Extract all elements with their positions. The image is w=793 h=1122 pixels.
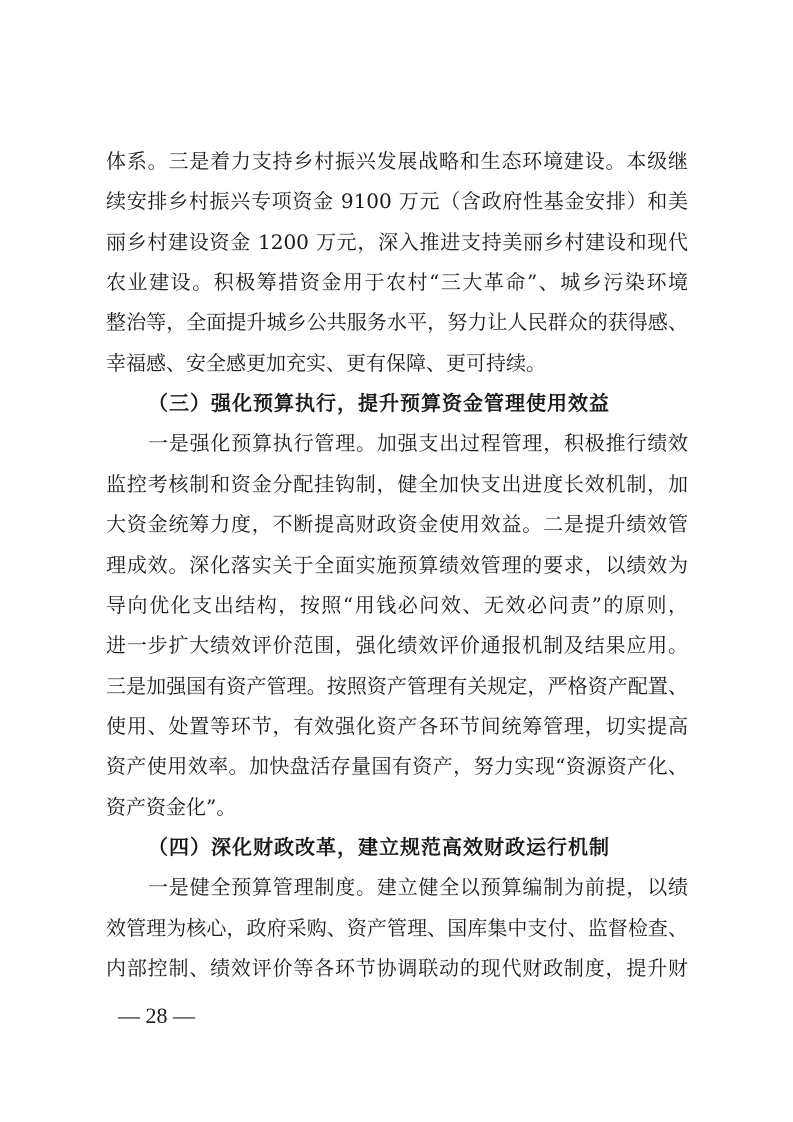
body-text-line: 理成效。深化落实关于全面实施预算绩效管理的要求，以绩效为	[106, 553, 688, 577]
body-text-line: 进一步扩大绩效评价范围，强化绩效评价通报机制及结果应用。	[106, 633, 688, 657]
body-text-line: 农业建设。积极筹措资金用于农村“三大革命”、城乡污染环境	[106, 270, 688, 294]
body-text-line: 监控考核制和资金分配挂钩制，健全加快支出进度长效机制，加	[106, 472, 688, 496]
body-text-line: 三是加强国有资产管理。按照资产管理有关规定，严格资产配置、	[106, 674, 688, 698]
body-text-line: 资产使用效率。加快盘活存量国有资产，努力实现“资源资产化、	[106, 754, 688, 778]
body-text-line: 幸福感、安全感更加充实、更有保障、更可持续。	[106, 351, 546, 375]
body-text-line: 大资金统筹力度，不断提高财政资金使用效益。二是提升绩效管	[106, 512, 688, 536]
body-text-line: 丽乡村建设资金 1200 万元，深入推进支持美丽乡村建设和现代	[106, 230, 688, 254]
body-text-line: 内部控制、绩效评价等各环节协调联动的现代财政制度，提升财	[106, 956, 688, 980]
page-number: — 28 —	[118, 1003, 195, 1028]
body-text-line: 一是健全预算管理制度。建立健全以预算编制为前提，以绩	[148, 875, 688, 899]
body-text-line: 资产资金化”。	[106, 795, 237, 819]
body-text-line: 续安排乡村振兴专项资金 9100 万元（含政府性基金安排）和美	[106, 189, 688, 213]
body-text-line: 一是强化预算执行管理。加强支出过程管理，积极推行绩效	[148, 431, 688, 455]
section-heading-4: （四）深化财政改革，建立规范高效财政运行机制	[148, 835, 610, 859]
body-text-line: 效管理为核心，政府采购、资产管理、国库集中支付、监督检查、	[106, 916, 688, 940]
body-text-line: 使用、处置等环节，有效强化资产各环节间统筹管理，切实提高	[106, 714, 688, 738]
body-text-line: 导向优化支出结构，按照“用钱必问效、无效必问责”的原则，	[106, 593, 688, 617]
section-heading-3: （三）强化预算执行，提升预算资金管理使用效益	[148, 391, 610, 415]
body-text-line: 体系。三是着力支持乡村振兴发展战略和生态环境建设。本级继	[106, 149, 688, 173]
body-text-line: 整治等，全面提升城乡公共服务水平，努力让人民群众的获得感、	[106, 310, 688, 334]
